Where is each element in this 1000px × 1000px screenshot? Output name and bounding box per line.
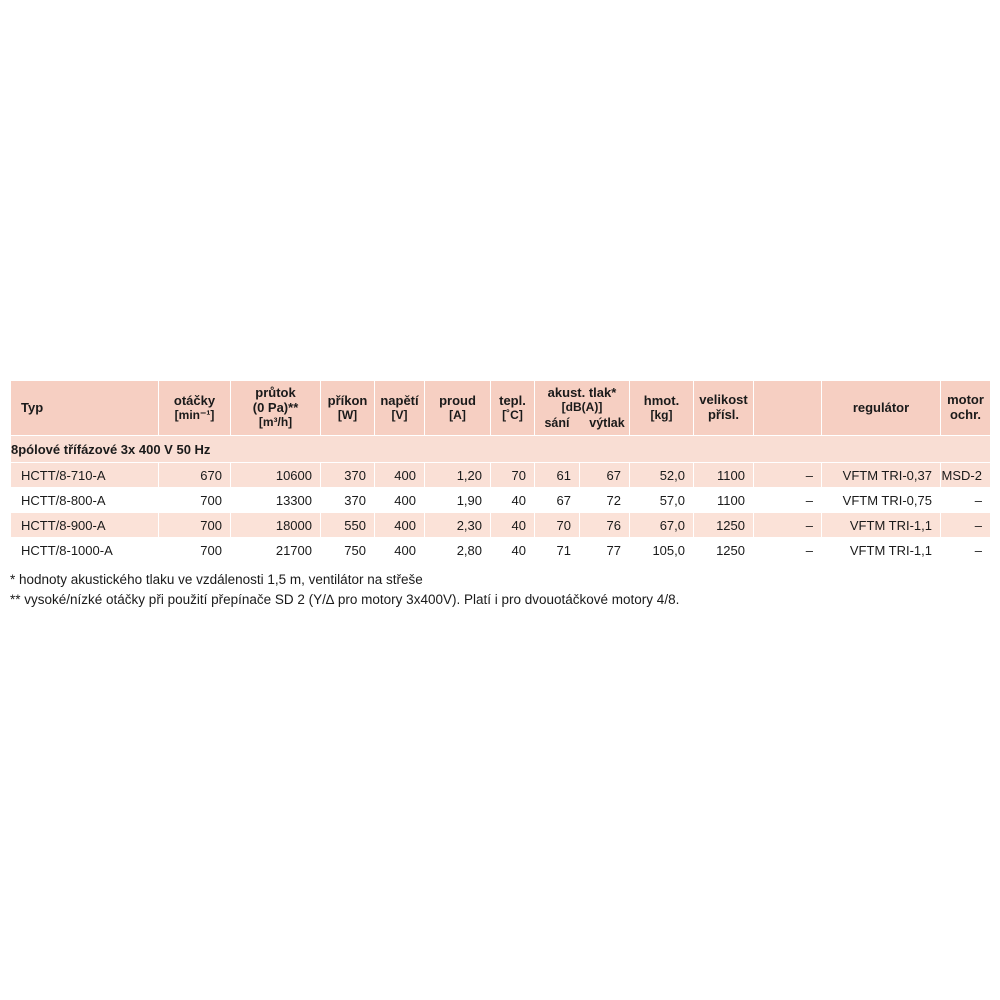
cell-napeti: 400	[375, 538, 425, 563]
cell-motor: –	[941, 538, 991, 563]
cell-prutok: 18000	[231, 513, 321, 538]
cell-regulator: VFTM TRI-0,75	[822, 488, 941, 513]
cell-prutok: 10600	[231, 463, 321, 488]
specification-table	[10, 380, 991, 563]
cell-prikon: 750	[321, 538, 375, 563]
header-otacky-label: otáčky	[173, 392, 216, 408]
section-title: 8pólové třífázové 3x 400 V 50 Hz	[11, 436, 991, 463]
header-napeti	[375, 381, 425, 436]
cell-blank: –	[754, 463, 822, 488]
cell-typ: HCTT/8-900-A	[11, 513, 159, 538]
header-typ	[11, 381, 159, 436]
cell-typ: HCTT/8-1000-A	[11, 538, 159, 563]
header-motor-ochr	[941, 381, 991, 436]
cell-otacky: 700	[159, 538, 231, 563]
cell-velikost: 1250	[694, 513, 754, 538]
cell-hmot: 105,0	[630, 538, 694, 563]
cell-otacky: 700	[159, 488, 231, 513]
cell-vytlak: 67	[580, 463, 630, 488]
cell-tepl: 40	[491, 538, 535, 563]
cell-blank: –	[754, 538, 822, 563]
cell-proud: 2,80	[425, 538, 491, 563]
cell-blank: –	[754, 488, 822, 513]
cell-napeti: 400	[375, 463, 425, 488]
table-row	[11, 488, 991, 513]
cell-otacky: 700	[159, 513, 231, 538]
header-akust-tlak-unit: [dB(A)]	[561, 399, 603, 414]
cell-napeti: 400	[375, 513, 425, 538]
header-tepl-unit: [˚C]	[502, 407, 523, 422]
spec-sheet	[10, 380, 990, 609]
header-tepl-label: tepl.	[499, 392, 526, 408]
header-prutok	[231, 381, 321, 436]
header-napeti-label: napětí	[380, 392, 419, 408]
cell-tepl: 70	[491, 463, 535, 488]
header-prikon	[321, 381, 375, 436]
header-proud-label: proud	[439, 392, 476, 408]
cell-motor: –	[941, 488, 991, 513]
cell-hmot: 57,0	[630, 488, 694, 513]
table-header-row	[11, 381, 991, 436]
header-proud	[425, 381, 491, 436]
cell-tepl: 40	[491, 513, 535, 538]
header-akust-tlak-label: akust. tlak*	[547, 384, 617, 400]
cell-prikon: 550	[321, 513, 375, 538]
header-prutok-label: průtok (0 Pa)**	[252, 385, 299, 416]
cell-motor: MSD-2	[941, 463, 991, 488]
header-hmot	[630, 381, 694, 436]
cell-prutok: 13300	[231, 488, 321, 513]
header-blank	[754, 381, 822, 436]
cell-prutok: 21700	[231, 538, 321, 563]
header-velikost-label: velikost přísl.	[699, 392, 748, 422]
footnote-1: * hodnoty akustického tlaku ve vzdálenosti 1,5 m, ventilátor na střeše	[10, 572, 423, 587]
cell-proud: 2,30	[425, 513, 491, 538]
cell-napeti: 400	[375, 488, 425, 513]
cell-sani: 71	[535, 538, 580, 563]
cell-sani: 70	[535, 513, 580, 538]
header-hmot-unit: [kg]	[650, 407, 673, 422]
cell-vytlak: 72	[580, 488, 630, 513]
header-typ-label: Typ	[21, 399, 44, 415]
header-prikon-unit: [W]	[337, 407, 358, 422]
cell-vytlak: 77	[580, 538, 630, 563]
table-row	[11, 513, 991, 538]
header-regulator-label: regulátor	[852, 399, 910, 415]
header-prutok-unit: [m³/h]	[258, 415, 293, 430]
cell-regulator: VFTM TRI-1,1	[822, 538, 941, 563]
header-regulator	[822, 381, 941, 436]
header-akust-tlak	[535, 381, 630, 436]
cell-prikon: 370	[321, 463, 375, 488]
cell-typ: HCTT/8-800-A	[11, 488, 159, 513]
cell-prikon: 370	[321, 488, 375, 513]
cell-motor: –	[941, 513, 991, 538]
header-prikon-label: příkon	[327, 392, 368, 408]
cell-proud: 1,20	[425, 463, 491, 488]
cell-hmot: 67,0	[630, 513, 694, 538]
cell-regulator: VFTM TRI-1,1	[822, 513, 941, 538]
table-row	[11, 463, 991, 488]
cell-tepl: 40	[491, 488, 535, 513]
header-vytlak: výtlak	[589, 415, 625, 430]
cell-regulator: VFTM TRI-0,37	[822, 463, 941, 488]
cell-velikost: 1250	[694, 538, 754, 563]
header-hmot-label: hmot.	[643, 392, 680, 408]
header-otacky	[159, 381, 231, 436]
header-otacky-unit: [min⁻¹]	[174, 407, 215, 422]
cell-blank: –	[754, 513, 822, 538]
cell-proud: 1,90	[425, 488, 491, 513]
header-motor-label: motor ochr.	[947, 392, 984, 422]
header-tepl	[491, 381, 535, 436]
cell-sani: 67	[535, 488, 580, 513]
header-velikost-prisl	[694, 381, 754, 436]
cell-typ: HCTT/8-710-A	[11, 463, 159, 488]
cell-velikost: 1100	[694, 488, 754, 513]
cell-sani: 61	[535, 463, 580, 488]
cell-hmot: 52,0	[630, 463, 694, 488]
cell-vytlak: 76	[580, 513, 630, 538]
section-header-row	[11, 436, 991, 463]
footnote-2: ** vysoké/nízké otáčky při použití přepínače SD 2 (Y/∆ pro motory 3x400V). Platí i pro dvouotáčkové motory 4/8.	[10, 591, 680, 607]
footnotes	[10, 570, 990, 609]
header-proud-unit: [A]	[449, 407, 466, 422]
header-sani: sání	[544, 415, 570, 430]
header-napeti-unit: [V]	[391, 407, 408, 422]
cell-otacky: 670	[159, 463, 231, 488]
table-row	[11, 538, 991, 563]
cell-velikost: 1100	[694, 463, 754, 488]
